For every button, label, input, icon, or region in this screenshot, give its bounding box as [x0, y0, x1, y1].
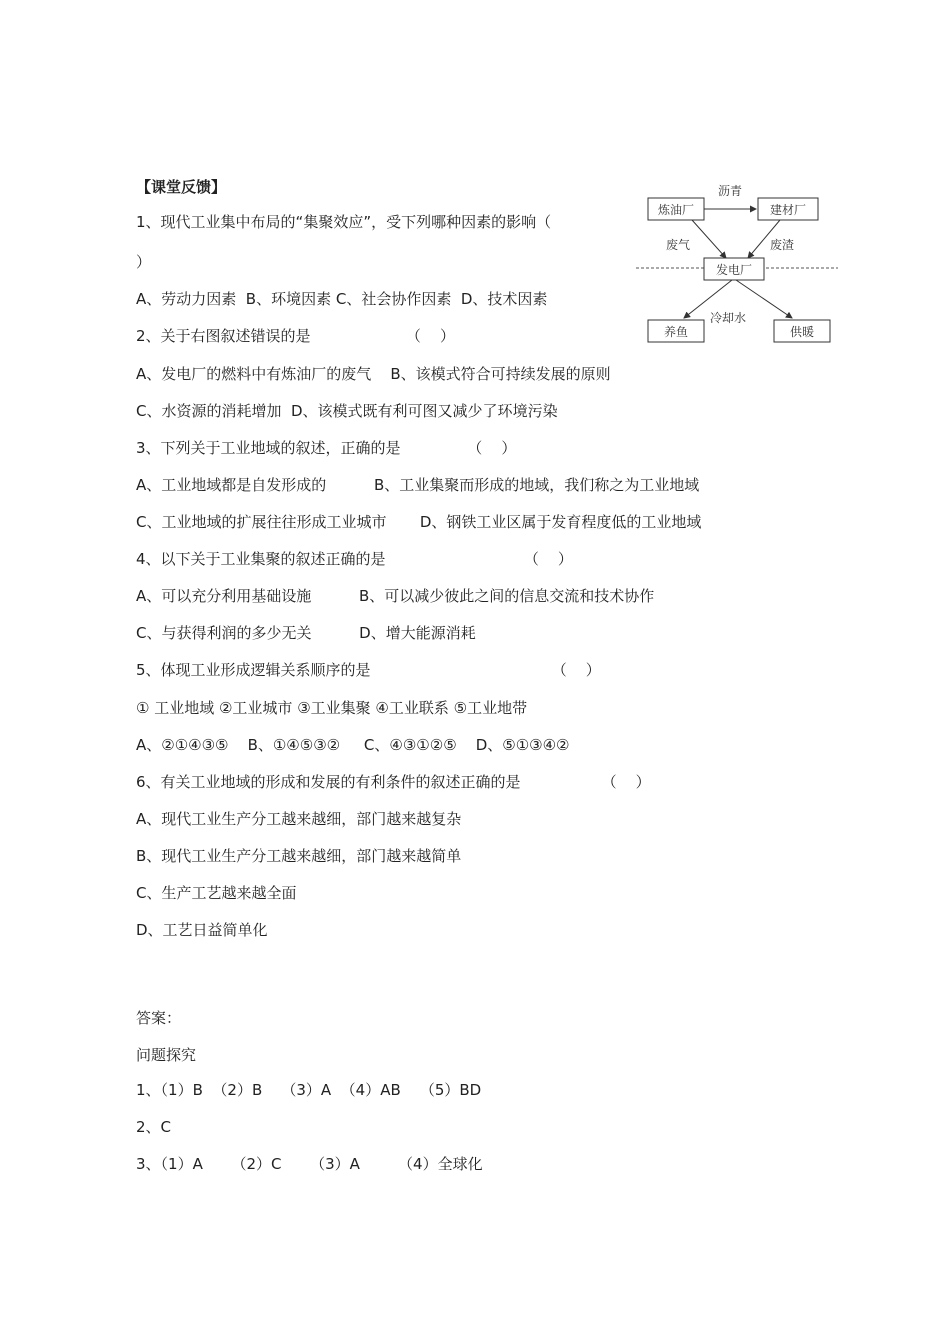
refinery-label: 炼油厂 [657, 203, 695, 217]
question-3-option-ab: A、工业地域都是自发形成的 B、工业集聚而形成的地域，我们称之为工业地域 [136, 476, 700, 494]
question-6-option-b: B、现代工业生产分工越来越细，部门越来越简单 [136, 847, 462, 865]
question-1-options: A、劳动力因素 B、环境因素 C、社会协作因素 D、技术因素 [136, 290, 548, 308]
question-5: 5、体现工业形成逻辑关系顺序的是 （ ） [136, 661, 601, 679]
question-1-cont: ） [136, 253, 152, 271]
question-4-option-ab: A、可以充分利用基础设施 B、可以减少彼此之间的信息交流和技术协作 [136, 587, 655, 605]
exhaust-arrow [692, 220, 726, 258]
question-4: 4、以下关于工业集聚的叙述正确的是 （ ） [136, 550, 573, 568]
question-6-option-c: C、生产工艺越来越全面 [136, 884, 297, 902]
answers-subtitle: 问题探究 [136, 1046, 197, 1064]
question-1: 1、现代工业集中布局的“集聚效应”，受下列哪种因素的影响（ [136, 213, 552, 231]
question-2-option-cd: C、水资源的消耗增加 D、该模式既有利可图又减少了环境污染 [136, 402, 558, 420]
question-6-option-a: A、现代工业生产分工越来越细，部门越来越复杂 [136, 810, 462, 828]
question-3: 3、下列关于工业地域的叙述，正确的是 （ ） [136, 439, 517, 457]
question-6: 6、有关工业地域的形成和发展的有利条件的叙述正确的是 （ ） [136, 773, 651, 791]
section-title: 【课堂反馈】 [136, 178, 227, 196]
cooling-water-label: 冷却水 [709, 311, 747, 325]
question-2-option-ab: A、发电厂的燃料中有炼油厂的废气 B、该模式符合可持续发展的原则 [136, 365, 611, 383]
question-3-option-cd: C、工业地域的扩展往往形成工业城市 D、钢铁工业区属于发育程度低的工业地域 [136, 513, 702, 531]
exhaust-label: 废气 [665, 238, 691, 252]
fish-farm-label: 养鱼 [663, 325, 689, 339]
question-5-options: A、②①④③⑤ B、①④⑤③② C、④③①②⑤ D、⑤①③④② [136, 736, 570, 754]
asphalt-label: 沥青 [717, 184, 743, 198]
question-4-option-cd: C、与获得利润的多少无关 D、增大能源消耗 [136, 624, 476, 642]
answer-line-2: 2、C [136, 1118, 172, 1136]
building-materials-label: 建材厂 [769, 203, 807, 217]
question-6-option-d: D、工艺日益简单化 [136, 921, 268, 939]
power-plant-label: 发电厂 [715, 263, 753, 277]
question-5-items: ① 工业地域 ②工业城市 ③工业集聚 ④工业联系 ⑤工业地带 [136, 699, 528, 717]
answer-line-3: 3、（1）A （2）C （3）A （4）全球化 [136, 1155, 483, 1173]
answer-line-1: 1、（1）B （2）B （3）A （4）AB （5）BD [136, 1081, 482, 1099]
industrial-chain-diagram [632, 182, 842, 352]
heating-label: 供暖 [789, 325, 815, 339]
question-2: 2、关于右图叙述错误的是 （ ） [136, 327, 455, 345]
answers-label: 答案： [136, 1009, 182, 1027]
slag-label: 废渣 [769, 238, 795, 252]
